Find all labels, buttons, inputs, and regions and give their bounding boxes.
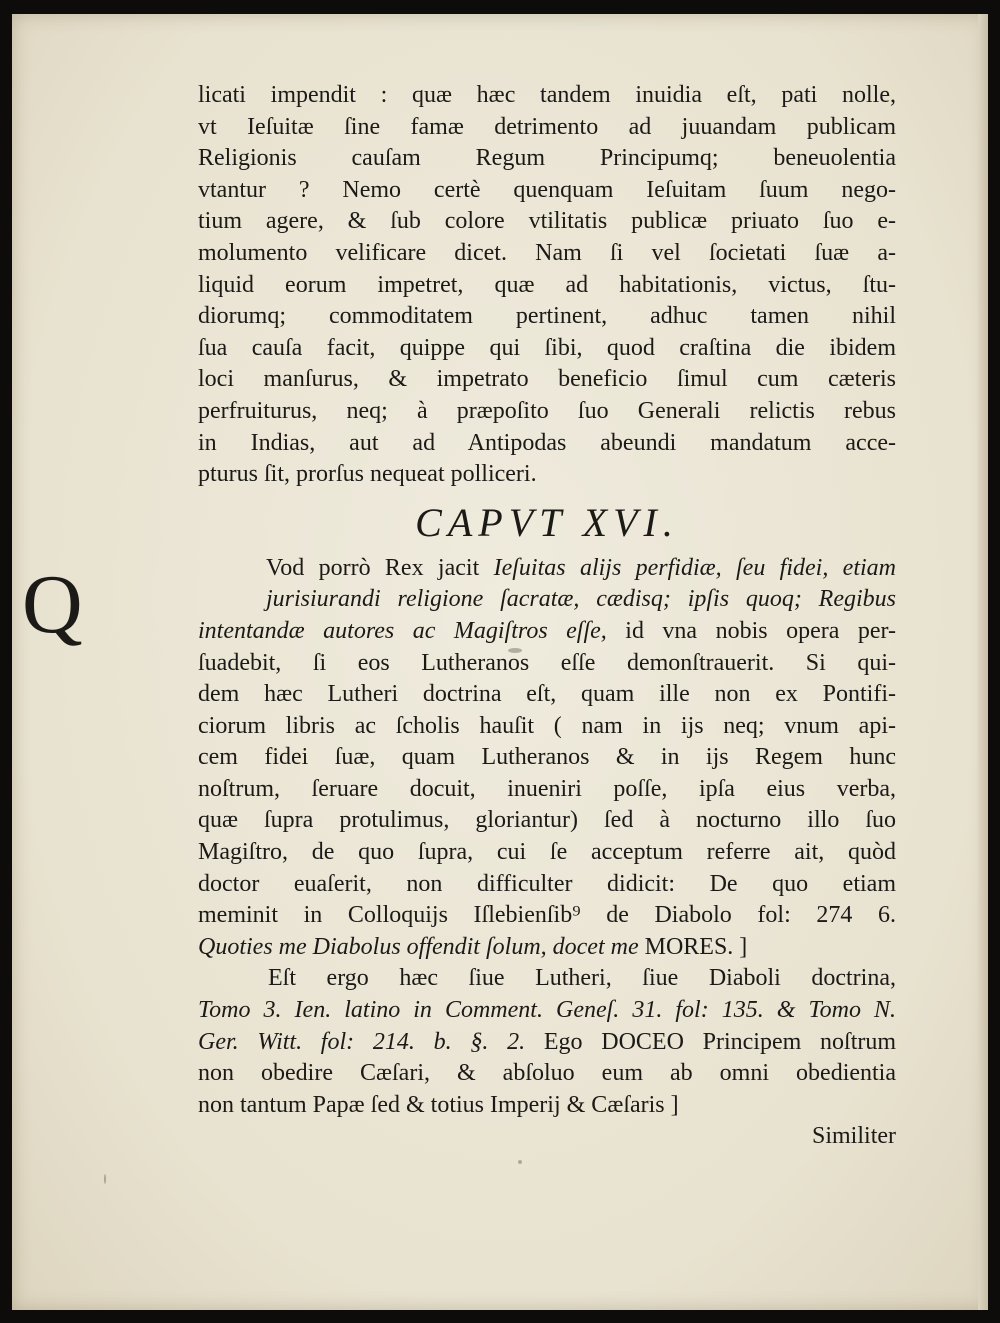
roman-text: Vod porrò Rex jacit (266, 554, 480, 581)
text-line (198, 584, 896, 616)
text-line: loci manſurus, & impetrato beneficio ſimul cum cæteris (198, 366, 896, 393)
text-line: ſua cauſa facit, quippe qui ſibi, quod craſtina die ibidem (198, 334, 896, 361)
text-line (198, 1027, 896, 1059)
text-line: vt Ieſuitæ ſine famæ detrimento ad juuandam publicam (198, 113, 896, 140)
text-line: ſuadebit, ſi eos Lutheranos eſſe demonſtrauerit. Si qui- (198, 649, 896, 676)
text-line: tium agere, & ſub colore vtilitatis publicæ priuato ſuo e- (198, 208, 896, 235)
book-page (12, 14, 988, 1310)
text-line: liquid eorum impetret, quæ ad habitationis, victus, ſtu- (198, 271, 896, 298)
text-line (198, 553, 896, 585)
text-line: Eſt ergo hæc ſiue Lutheri, ſiue Diaboli doctrina, (268, 965, 896, 992)
italic-text: Ger. Witt. fol: 214. b. §. 2. (198, 1028, 526, 1055)
chapter-heading: CAPVT XVI. (415, 499, 679, 545)
text-line: Religionis cauſam Regum Principumq; beneuolentia (198, 145, 896, 172)
text-line: in Indias, aut ad Antipodas abeundi mandatum acce- (198, 429, 896, 456)
text-line: non tantum Papæ ſed & totius Imperij & Cæſaris ] (198, 1091, 679, 1118)
ink-speck (518, 1160, 522, 1164)
text-line: meminit in Colloquijs Iſlebienſib⁹ de Diabolo fol: 274 6. (198, 902, 896, 929)
italic-text: Tomo 3. Ien. latino in Comment. Geneſ. 31. fol: 135. & Tomo N. (198, 997, 896, 1024)
text-line: molumento velificare dicet. Nam ſi vel ſocietati ſuæ a- (198, 239, 896, 266)
text-line: licati impendit : quæ hæc tandem inuidia eſt, pati nolle, (198, 82, 896, 108)
text-line: dem hæc Lutheri doctrina eſt, quam ille non ex Pontifi- (198, 681, 896, 708)
text-line (198, 932, 896, 964)
page-edge (978, 14, 988, 1310)
italic-text: jurisiurandi religione ſacratæ, cædisq; ipſis quoq; Regibus (266, 586, 896, 613)
italic-text: intentandæ autores ac Magiſtros eſſe, (198, 617, 607, 644)
roman-text: id vna nobis opera per- (625, 617, 896, 644)
roman-text: MORES. ] (644, 933, 748, 960)
italic-text: Ieſuitas alijs perfidiæ, ſeu fidei, etiam (493, 554, 896, 581)
text-line: diorumq; commoditatem pertinent, adhuc tamen nihil (198, 303, 896, 330)
text-line: pturus ſit, prorſus nequeat polliceri. (198, 461, 537, 488)
drop-cap: Q (22, 558, 83, 651)
text-line: non obedire Cæſari, & abſoluo eum ab omni obedientia (198, 1060, 896, 1087)
text-line: Magiſtro, de quo ſupra, cui ſe acceptum referre ait, quòd (198, 839, 896, 866)
roman-text: Ego DOCEO Principem noſtrum (543, 1028, 897, 1055)
italic-text: Quoties me Diabolus offendit ſolum, docet me (198, 933, 639, 960)
text-line (198, 616, 896, 648)
text-line: ciorum libris ac ſcholis hauſit ( nam in ijs neq; vnum api- (198, 712, 896, 739)
ink-speck (104, 1174, 106, 1184)
text-line: perfruiturus, neq; à præpoſito ſuo Generali relictis rebus (198, 397, 896, 424)
text-line: cem fidei ſuæ, quam Lutheranos & in ijs Regem hunc (198, 744, 896, 771)
ink-speck (508, 648, 522, 653)
text-line: doctor euaſerit, non difficulter didicit: De quo etiam (198, 870, 896, 897)
text-block (198, 80, 896, 1153)
text-line: quæ ſupra protulimus, gloriantur) ſed à nocturno illo ſuo (198, 807, 896, 834)
text-line: vtantur ? Nemo certè quenquam Ieſuitam ſuum nego- (198, 176, 896, 203)
text-line: noſtrum, ſeruare docuit, inueniri poſſe, ipſa eius verba, (198, 775, 896, 802)
text-line (198, 995, 896, 1027)
catchword: Similiter (812, 1123, 896, 1150)
